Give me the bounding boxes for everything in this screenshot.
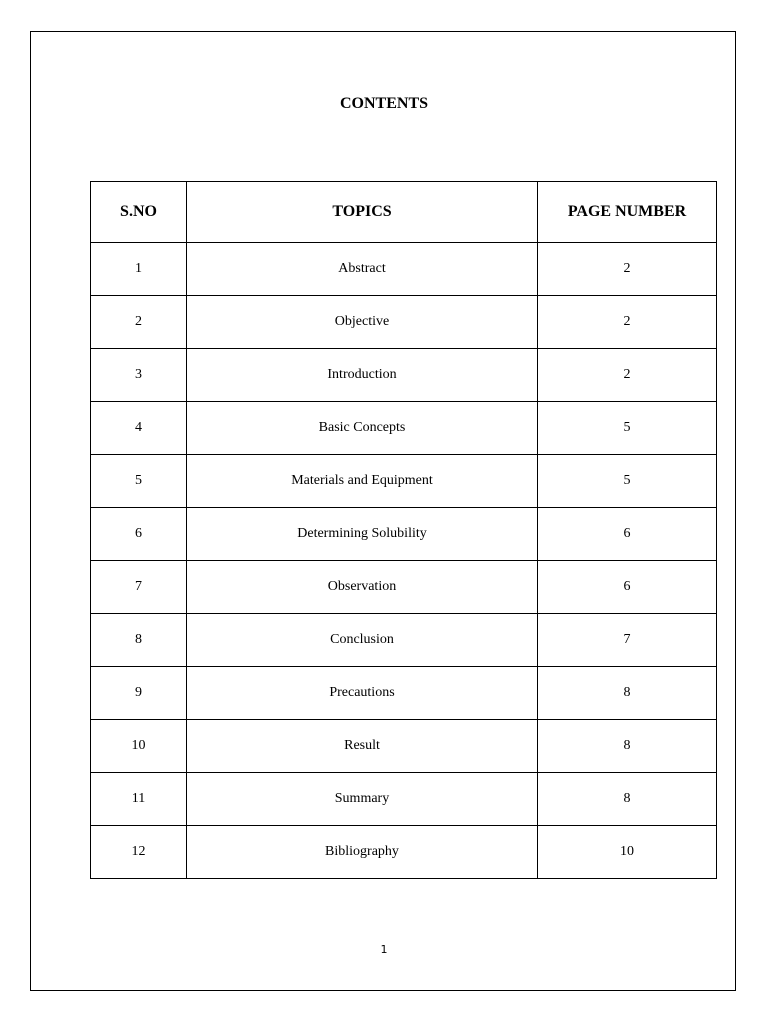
cell-sno: 2 [91,296,187,349]
cell-page: 8 [538,720,717,773]
table-row [91,508,717,561]
cell-sno: 12 [91,826,187,879]
cell-page: 2 [538,349,717,402]
cell-sno: 1 [91,243,187,296]
cell-sno: 4 [91,402,187,455]
cell-topic: Objective [187,296,538,349]
footer-page-number: 1 [380,943,388,956]
cell-sno: 5 [91,455,187,508]
cell-page: 8 [538,773,717,826]
table-row [91,773,717,826]
table-header-row [91,182,717,243]
cell-page: 5 [538,402,717,455]
table-row [91,402,717,455]
cell-page: 10 [538,826,717,879]
cell-topic: Bibliography [187,826,538,879]
table-row [91,614,717,667]
cell-sno: 9 [91,667,187,720]
cell-sno: 3 [91,349,187,402]
table-row [91,667,717,720]
cell-page: 5 [538,455,717,508]
header-topics: TOPICS [187,182,538,243]
table-row [91,826,717,879]
cell-page: 6 [538,508,717,561]
cell-page: 2 [538,243,717,296]
table-row [91,720,717,773]
cell-topic: Observation [187,561,538,614]
table-row [91,296,717,349]
cell-topic: Materials and Equipment [187,455,538,508]
page-title: CONTENTS [339,95,429,112]
contents-table [90,181,717,879]
cell-page: 2 [538,296,717,349]
cell-topic: Determining Solubility [187,508,538,561]
cell-sno: 8 [91,614,187,667]
table-row [91,243,717,296]
table-row [91,455,717,508]
cell-sno: 10 [91,720,187,773]
cell-sno: 6 [91,508,187,561]
cell-topic: Result [187,720,538,773]
cell-topic: Conclusion [187,614,538,667]
header-sno: S.NO [91,182,187,243]
cell-topic: Basic Concepts [187,402,538,455]
table-row [91,561,717,614]
cell-sno: 7 [91,561,187,614]
header-page-number: PAGE NUMBER [538,182,717,243]
cell-page: 6 [538,561,717,614]
cell-topic: Abstract [187,243,538,296]
cell-page: 8 [538,667,717,720]
cell-topic: Summary [187,773,538,826]
table-row [91,349,717,402]
cell-page: 7 [538,614,717,667]
cell-topic: Precautions [187,667,538,720]
cell-topic: Introduction [187,349,538,402]
cell-sno: 11 [91,773,187,826]
